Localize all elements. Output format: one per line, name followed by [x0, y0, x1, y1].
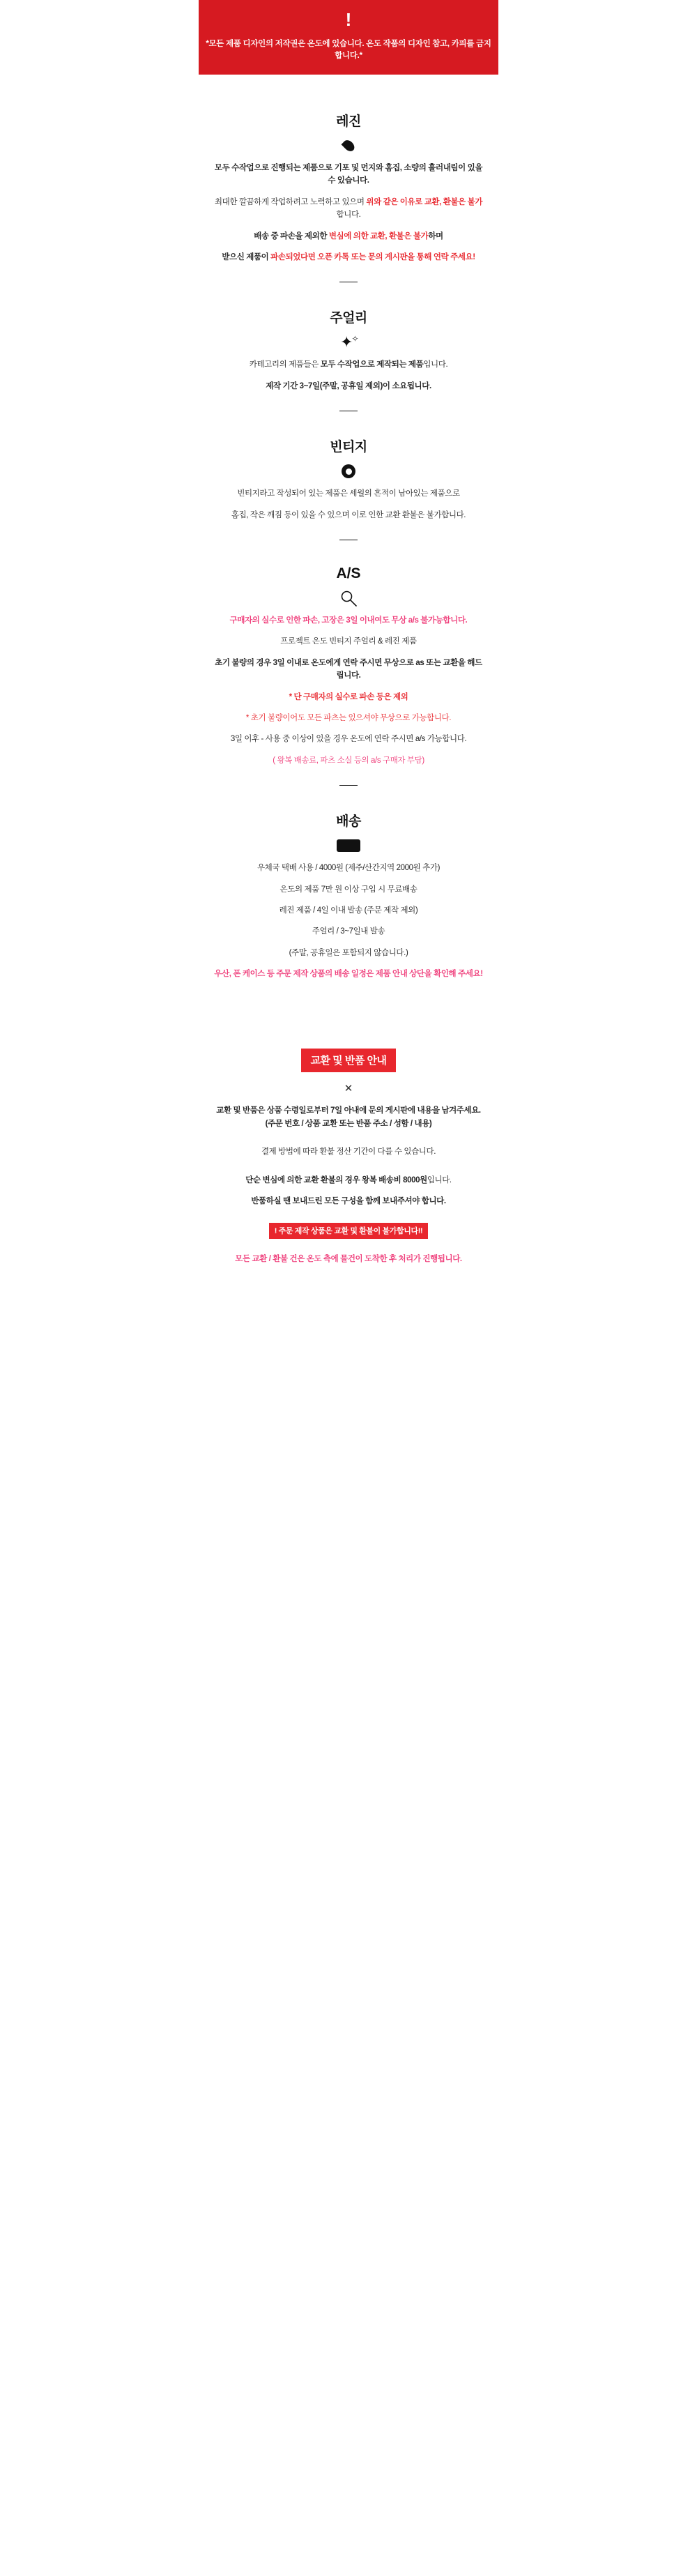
shipping-line-4: 주얼리 / 3~7일내 발송: [312, 927, 385, 936]
as-line-2: 프로젝트 온도 빈티지 주얼리 & 레진 제품: [280, 637, 417, 646]
no-exchange-notice-chip: [213, 1223, 484, 1239]
section-divider: [339, 785, 358, 786]
section-title-shipping: 배송: [336, 814, 361, 830]
section-shipping: [199, 811, 498, 980]
exchange-line-4: 반품하실 땐 보내드린 모든 구성을 함께 보내주셔야 합니다.: [251, 1197, 446, 1206]
section-exchange-return: [199, 1049, 498, 1265]
vintage-line-2: 홈집, 작은 깨짐 등이 있을 수 있으며 이로 인한 교환 환불은 불가합니다.: [231, 510, 466, 519]
resin-line-2: 최대한 깔끔하게 작업하려고 노력하고 있으며 위와 같은 이유로 교환, 환불은 불가합니다.: [214, 197, 483, 220]
filled-circle-icon: [213, 455, 484, 487]
as-line-6: 3일 이후 - 사용 중 이상이 있을 경우 온도에 연락 주시면 a/s 가능합니다.: [230, 735, 467, 744]
copyright-notice-banner: [199, 0, 498, 75]
exchange-line-2: 결제 방법에 따라 환불 정산 기간이 다를 수 있습니다.: [261, 1148, 436, 1157]
section-as: [199, 565, 498, 767]
section-resin: [199, 111, 498, 264]
exchange-line-1: 교환 및 반품은 상품 수령일로부터 7일 아내에 문의 게시판에 내용을 남겨주세요. (주문 번호 / 상품 교환 또는 반품 주소 / 성함 / 내용): [216, 1106, 481, 1128]
resin-line-3: 배송 중 파손을 제외한 변심에 의한 교환, 환불은 불가하며: [254, 231, 443, 241]
shipping-line-2: 온도의 제품 7만 원 이상 구입 시 무료배송: [279, 885, 418, 894]
exchange-line-6: 모든 교환 / 환불 건은 온도 측에 물건이 도착한 후 처리가 진행됩니다.: [235, 1255, 462, 1264]
shipping-line-6: 우산, 폰 케이스 등 주문 제작 상품의 배송 일정은 제품 안내 상단을 확인해 주세요!: [214, 970, 483, 979]
exchange-return-title-chip: [213, 1049, 484, 1072]
jewelry-line-2: 제작 기간 3~7일(주말, 공휴일 제외)이 소요됩니다.: [266, 381, 431, 390]
exclamation-icon: !: [345, 9, 352, 30]
package-box-icon: [213, 830, 484, 862]
jewelry-line-1: 카테고리의 제품들은 모두 수작업으로 제작되는 제품입니다.: [249, 360, 448, 369]
resin-line-1: 모두 수작업으로 진행되는 제품으로 기포 및 먼지와 홈집, 소량의 흘러내림이 있을 수 있습니다.: [214, 164, 483, 185]
no-exchange-notice: ! 주문 제작 상품은 교환 및 환불이 불가합니다!!: [269, 1223, 428, 1239]
copyright-notice-text: *모든 제품 디자인의 저작권은 온도에 있습니다. 온도 작품의 디자인 참고, 카피를 금지합니다.*: [206, 39, 491, 60]
section-title-resin: 레진: [336, 114, 361, 130]
as-line-4: * 단 구매자의 실수로 파손 등은 제외: [289, 692, 408, 701]
as-line-3: 초기 불량의 경우 3일 이내로 온도에게 연락 주시면 무상으로 as 또는 교환을 해드립니다.: [215, 658, 482, 680]
shipping-line-5: (주말, 공휴일은 포함되지 않습니다.): [289, 948, 408, 957]
section-jewelry: [199, 307, 498, 393]
x-mark-icon: ✕: [344, 1083, 353, 1095]
magnifier-icon: [213, 582, 484, 614]
resin-line-4: 받으신 제품이 파손되었다면 오픈 카톡 또는 문의 게시판을 통해 연락 주세요!: [222, 253, 475, 262]
section-title-as: A/S: [336, 565, 361, 581]
section-title-vintage: 빈티지: [330, 440, 367, 455]
as-line-5: * 초기 불량이어도 모든 파츠는 있으셔야 무상으로 가능합니다.: [245, 713, 452, 722]
sparkle-icon: ✦✧: [340, 333, 359, 351]
section-title-jewelry: 주얼리: [330, 311, 367, 326]
as-line-7: ( 왕복 배송료, 파츠 소실 등의 a/s 구매자 부담): [273, 756, 424, 765]
section-vintage: [199, 436, 498, 521]
shipping-line-3: 레진 제품 / 4일 이내 발송 (주문 제작 제외): [279, 906, 418, 915]
exchange-line-3: 단순 변심에 의한 교환 환불의 경우 왕복 배송비 8000원입니다.: [245, 1175, 452, 1184]
shipping-line-1: 우체국 택배 사용 / 4000원 (제주/산간지역 2000원 추가): [256, 864, 441, 873]
water-drop-icon: [213, 130, 484, 162]
vintage-line-1: 빈티지라고 작성되어 있는 제품은 세월의 흔적이 남아있는 제품으로: [237, 489, 460, 498]
exchange-return-title: 교환 및 반품 안내: [301, 1049, 397, 1072]
as-line-1: 구매자의 실수로 인한 파손, 고장은 3일 이내여도 무상 a/s 불가능합니다.: [229, 616, 468, 625]
